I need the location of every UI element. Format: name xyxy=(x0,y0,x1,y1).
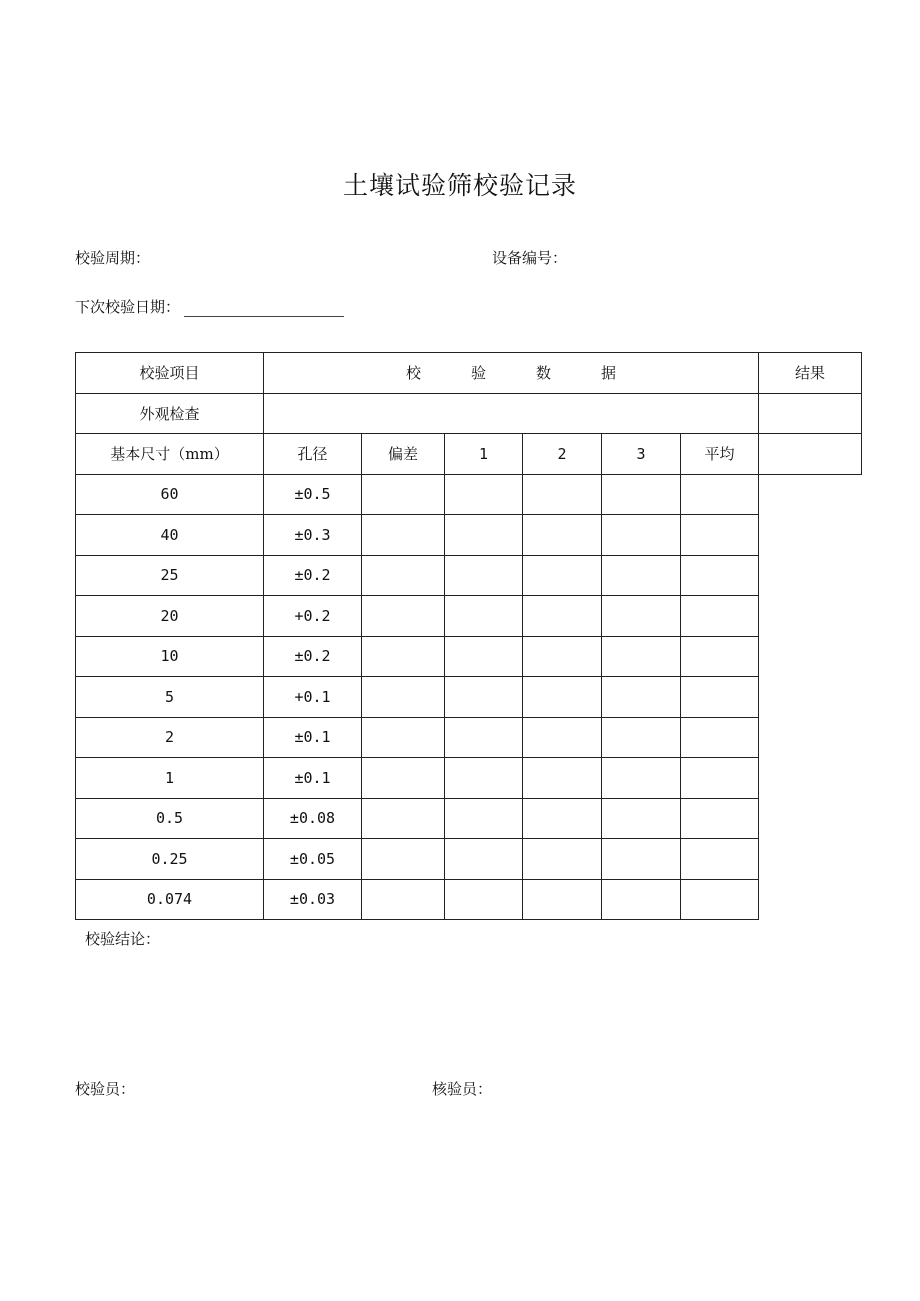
reading-1-cell[interactable] xyxy=(362,798,445,839)
reading-2-cell[interactable] xyxy=(445,717,523,758)
col-data-char: 据 xyxy=(600,364,616,383)
reading-1-cell[interactable] xyxy=(362,636,445,677)
aperture-cell: 20 xyxy=(76,596,264,637)
reading-3-cell[interactable] xyxy=(523,717,602,758)
table-row xyxy=(76,596,862,637)
col-data-char: 验 xyxy=(470,364,486,383)
result-cell[interactable] xyxy=(681,758,759,799)
reading-1-cell[interactable] xyxy=(362,839,445,880)
table-row xyxy=(76,879,862,920)
reading-1-cell[interactable] xyxy=(362,879,445,920)
reading-3-cell[interactable] xyxy=(523,636,602,677)
aperture-cell: 40 xyxy=(76,515,264,556)
reading-1-cell[interactable] xyxy=(362,474,445,515)
table-row xyxy=(76,515,862,556)
deviation-cell: ±0.5 xyxy=(264,474,362,515)
reading-2-cell[interactable] xyxy=(445,596,523,637)
average-cell[interactable] xyxy=(602,636,681,677)
conclusion-label: 校验结论： xyxy=(85,930,161,948)
header-row xyxy=(76,353,862,394)
sub-header-aperture: 孔径 xyxy=(264,434,362,475)
calibration-table xyxy=(75,352,862,920)
period-label: 校验周期： xyxy=(75,249,151,267)
reading-3-cell[interactable] xyxy=(523,515,602,556)
table-row xyxy=(76,798,862,839)
sub-header-average: 平均 xyxy=(681,434,759,475)
reading-3-cell[interactable] xyxy=(523,879,602,920)
average-cell[interactable] xyxy=(602,798,681,839)
reading-2-cell[interactable] xyxy=(445,474,523,515)
result-cell[interactable] xyxy=(681,636,759,677)
appearance-label: 外观检查 xyxy=(76,393,264,434)
reading-3-cell[interactable] xyxy=(523,798,602,839)
table-row xyxy=(76,636,862,677)
next-date-blank[interactable] xyxy=(184,302,344,317)
sub-header-2: 2 xyxy=(523,434,602,475)
result-cell[interactable] xyxy=(681,555,759,596)
next-date-row xyxy=(75,296,344,317)
col-item-header: 校验项目 xyxy=(76,353,264,394)
aperture-cell: 2 xyxy=(76,717,264,758)
result-cell[interactable] xyxy=(681,839,759,880)
reading-2-cell[interactable] xyxy=(445,515,523,556)
col-data-header xyxy=(264,353,759,394)
reading-1-cell[interactable] xyxy=(362,677,445,718)
page-title: 土壤试验筛校验记录 xyxy=(342,171,577,200)
reading-2-cell[interactable] xyxy=(445,839,523,880)
reading-3-cell[interactable] xyxy=(523,677,602,718)
reading-1-cell[interactable] xyxy=(362,758,445,799)
reading-3-cell[interactable] xyxy=(523,758,602,799)
col-data-char: 校 xyxy=(405,364,421,383)
size-label: 基本尺寸（mm） xyxy=(76,434,264,475)
average-cell[interactable] xyxy=(602,717,681,758)
table-row xyxy=(76,677,862,718)
aperture-cell: 60 xyxy=(76,474,264,515)
appearance-result-cell[interactable] xyxy=(759,393,862,434)
table-row xyxy=(76,474,862,515)
reading-2-cell[interactable] xyxy=(445,555,523,596)
reading-3-cell[interactable] xyxy=(523,596,602,637)
reading-2-cell[interactable] xyxy=(445,798,523,839)
next-date-label: 下次校验日期： xyxy=(75,298,181,316)
result-cell[interactable] xyxy=(681,474,759,515)
average-cell[interactable] xyxy=(602,879,681,920)
sub-header-deviation: 偏差 xyxy=(362,434,445,475)
result-cell[interactable] xyxy=(681,596,759,637)
reading-3-cell[interactable] xyxy=(523,474,602,515)
deviation-cell: ±0.05 xyxy=(264,839,362,880)
reviewer-label: 核验员： xyxy=(432,1080,493,1098)
sub-header-1: 1 xyxy=(445,434,523,475)
reading-2-cell[interactable] xyxy=(445,677,523,718)
average-cell[interactable] xyxy=(602,515,681,556)
appearance-data-cell[interactable] xyxy=(264,393,759,434)
appearance-row xyxy=(76,393,862,434)
result-cell[interactable] xyxy=(681,677,759,718)
deviation-cell: ±0.1 xyxy=(264,717,362,758)
result-cell[interactable] xyxy=(681,879,759,920)
deviation-cell: ±0.1 xyxy=(264,758,362,799)
aperture-cell: 0.25 xyxy=(76,839,264,880)
average-cell[interactable] xyxy=(602,474,681,515)
sub-header-result-cell[interactable] xyxy=(759,434,862,475)
deviation-cell: ±0.08 xyxy=(264,798,362,839)
deviation-cell: ±0.2 xyxy=(264,555,362,596)
result-cell[interactable] xyxy=(681,515,759,556)
inspector-label: 校验员： xyxy=(75,1080,136,1098)
table-row xyxy=(76,555,862,596)
reading-1-cell[interactable] xyxy=(362,717,445,758)
deviation-cell: ±0.2 xyxy=(264,636,362,677)
reading-2-cell[interactable] xyxy=(445,636,523,677)
aperture-cell: 0.5 xyxy=(76,798,264,839)
reading-2-cell[interactable] xyxy=(445,758,523,799)
reading-3-cell[interactable] xyxy=(523,555,602,596)
col-data-char: 数 xyxy=(535,364,551,383)
average-cell[interactable] xyxy=(602,555,681,596)
reading-1-cell[interactable] xyxy=(362,555,445,596)
sub-header-3: 3 xyxy=(602,434,681,475)
size-rows xyxy=(76,474,862,920)
deviation-cell: +0.1 xyxy=(264,677,362,718)
deviation-cell: +0.2 xyxy=(264,596,362,637)
table-row xyxy=(76,758,862,799)
result-cell[interactable] xyxy=(681,717,759,758)
average-cell[interactable] xyxy=(602,758,681,799)
aperture-cell: 5 xyxy=(76,677,264,718)
aperture-cell: 25 xyxy=(76,555,264,596)
result-cell[interactable] xyxy=(681,798,759,839)
sub-header-row xyxy=(76,434,862,475)
table-row xyxy=(76,839,862,880)
deviation-cell: ±0.3 xyxy=(264,515,362,556)
reading-1-cell[interactable] xyxy=(362,596,445,637)
reading-3-cell[interactable] xyxy=(523,839,602,880)
reading-1-cell[interactable] xyxy=(362,515,445,556)
aperture-cell: 1 xyxy=(76,758,264,799)
col-result-header: 结果 xyxy=(759,353,862,394)
average-cell[interactable] xyxy=(602,677,681,718)
aperture-cell: 0.074 xyxy=(76,879,264,920)
average-cell[interactable] xyxy=(602,839,681,880)
table-row xyxy=(76,717,862,758)
reading-2-cell[interactable] xyxy=(445,879,523,920)
deviation-cell: ±0.03 xyxy=(264,879,362,920)
aperture-cell: 10 xyxy=(76,636,264,677)
equipment-label: 设备编号： xyxy=(492,249,568,267)
average-cell[interactable] xyxy=(602,596,681,637)
